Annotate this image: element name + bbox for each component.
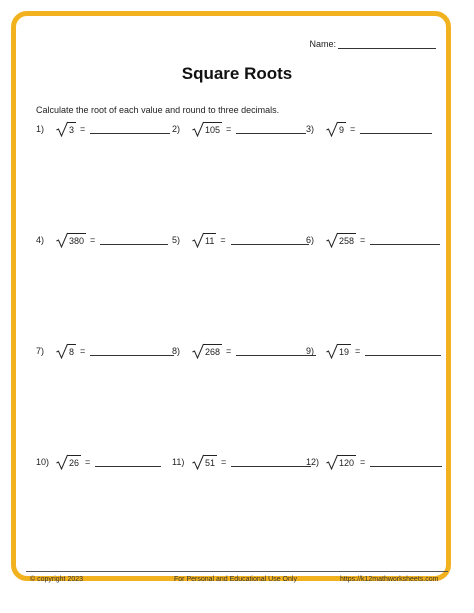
problem-item: [36, 343, 174, 359]
equals-sign: =: [80, 346, 86, 356]
problem-number: 7): [36, 346, 45, 356]
problem-number: 8): [172, 346, 181, 356]
square-root-symbol: [326, 121, 346, 137]
equals-sign: =: [221, 457, 227, 467]
answer-blank[interactable]: [231, 235, 309, 245]
answer-blank[interactable]: [370, 457, 442, 467]
radicand-value: 3: [67, 122, 76, 136]
problem-item: [36, 232, 168, 248]
square-root-symbol: [326, 343, 351, 359]
problem-item: [172, 454, 311, 470]
instructions: Calculate the root of each value and round to three decimals.: [36, 105, 280, 115]
square-root-symbol: [56, 121, 76, 137]
problem-number: 11): [172, 457, 185, 467]
answer-blank[interactable]: [90, 346, 174, 356]
square-root-symbol: [326, 454, 356, 470]
radicand-value: 268: [203, 344, 222, 358]
equals-sign: =: [360, 457, 366, 467]
problem-number: 1): [36, 124, 45, 134]
radicand-value: 9: [337, 122, 346, 136]
problem-number: 3): [306, 124, 315, 134]
problem-number: 10): [36, 457, 50, 467]
problem-number: 12): [306, 457, 320, 467]
problem-item: [306, 121, 432, 137]
radicand-value: 26: [67, 455, 81, 469]
equals-sign: =: [85, 457, 91, 467]
square-root-symbol: [192, 454, 217, 470]
square-root-symbol: [192, 343, 222, 359]
radicand-value: 258: [337, 233, 356, 247]
square-root-symbol: [56, 232, 86, 248]
problem-item: [306, 454, 442, 470]
square-root-symbol: [192, 232, 216, 248]
square-root-symbol: [56, 454, 81, 470]
answer-blank[interactable]: [370, 235, 440, 245]
name-field: [309, 38, 436, 49]
radicand-value: 120: [337, 455, 356, 469]
radicand-value: 19: [337, 344, 351, 358]
worksheet-frame: [11, 11, 451, 581]
problem-number: 4): [36, 235, 45, 245]
answer-blank[interactable]: [360, 124, 432, 134]
problem-number: 6): [306, 235, 315, 245]
radicand-value: 380: [67, 233, 86, 247]
radicand-value: 8: [67, 344, 76, 358]
equals-sign: =: [350, 124, 356, 134]
equals-sign: =: [360, 235, 366, 245]
footer-website: https://k12mathworksheets.com: [340, 576, 439, 583]
answer-blank[interactable]: [236, 124, 306, 134]
answer-blank[interactable]: [231, 457, 311, 467]
problem-number: 2): [172, 124, 181, 134]
problem-item: [172, 343, 316, 359]
answer-blank[interactable]: [95, 457, 161, 467]
answer-blank[interactable]: [90, 124, 170, 134]
problem-item: [172, 121, 306, 137]
page-title: Square Roots: [181, 64, 293, 83]
answer-blank[interactable]: [236, 346, 316, 356]
equals-sign: =: [90, 235, 96, 245]
equals-sign: =: [355, 346, 361, 356]
radicand-value: 51: [203, 455, 217, 469]
footer-divider: [26, 571, 448, 572]
equals-sign: =: [226, 124, 232, 134]
radicand-value: 11: [203, 233, 216, 247]
square-root-symbol: [326, 232, 356, 248]
problem-number: 5): [172, 235, 181, 245]
problem-item: [36, 454, 161, 470]
equals-sign: =: [220, 235, 226, 245]
name-label: Name:: [309, 39, 336, 49]
footer-copyright: © copyright 2023: [30, 576, 84, 583]
square-root-symbol: [192, 121, 222, 137]
answer-blank[interactable]: [365, 346, 441, 356]
problem-number: 9): [306, 346, 315, 356]
problem-item: [36, 121, 170, 137]
problem-item: [306, 343, 441, 359]
footer-usage: For Personal and Educational Use Only: [174, 576, 297, 583]
problem-item: [306, 232, 440, 248]
answer-blank[interactable]: [100, 235, 168, 245]
equals-sign: =: [226, 346, 232, 356]
name-blank-line[interactable]: [338, 38, 436, 49]
radicand-value: 105: [203, 122, 222, 136]
problem-item: [172, 232, 309, 248]
square-root-symbol: [56, 343, 76, 359]
equals-sign: =: [80, 124, 86, 134]
